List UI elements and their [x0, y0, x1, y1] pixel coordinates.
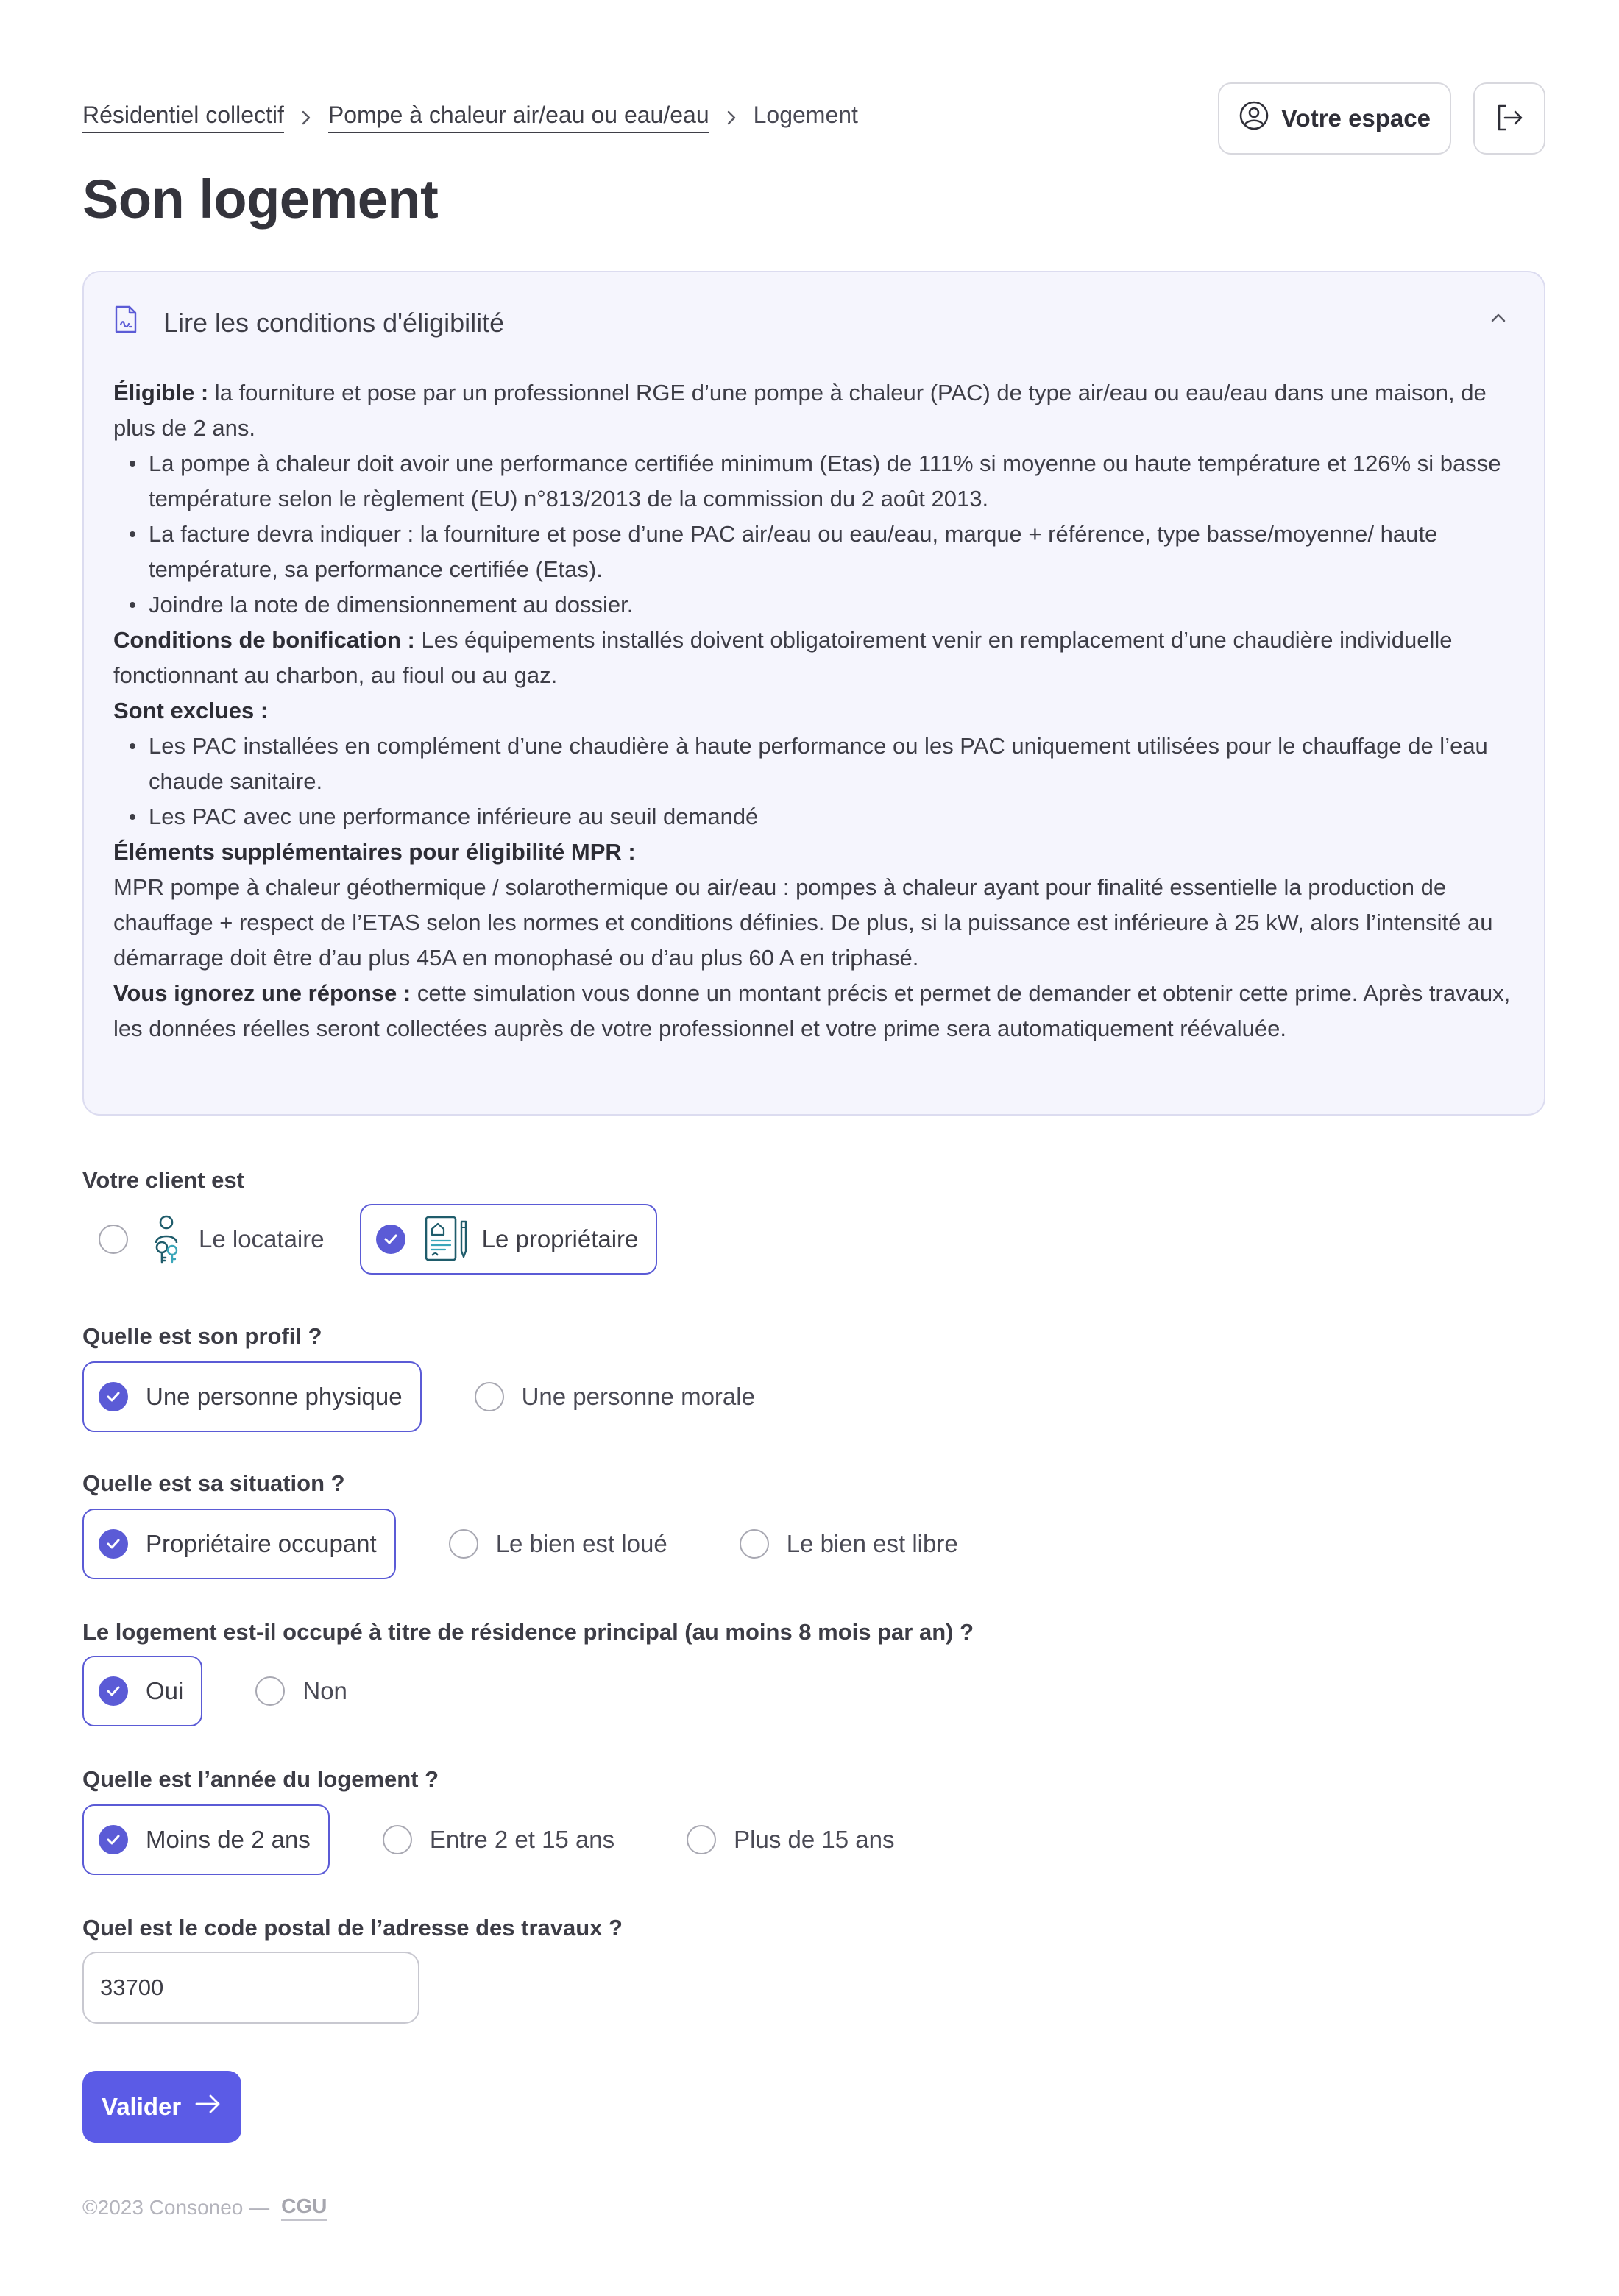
chevron-right-icon — [284, 109, 328, 127]
option-entre-2-15-ans[interactable] — [366, 1804, 634, 1875]
situation-options — [82, 1509, 993, 1579]
list-item: La facture devra indiquer : la fourniture et pose d’une PAC air/eau ou eau/eau, marque + référence, type basse/moyenne/ haute température, sa performance certifiée (Etas). — [113, 517, 1519, 587]
option-label: Le locataire — [199, 1225, 325, 1252]
document-icon — [113, 305, 138, 341]
option-label: Le bien est loué — [495, 1530, 667, 1557]
header-actions — [1218, 82, 1545, 155]
option-proprietaire[interactable] — [360, 1204, 658, 1275]
list-item: Les PAC avec une performance inférieure au seuil demandé — [113, 799, 1519, 835]
mpr-label: Éléments supplémentaires pour éligibilité MPR : — [113, 839, 636, 865]
cgu-link[interactable]: CGU — [281, 2194, 327, 2221]
accordion-body — [113, 375, 1519, 1046]
logout-button[interactable] — [1473, 82, 1545, 155]
option-label: Le bien est libre — [786, 1530, 958, 1557]
list-item: La pompe à chaleur doit avoir une performance certifiée minimum (Etas) de 111% si moyenne ou haute température et 126% si basse température selon le règlement (EU) n°813/2013 de la commission du 2 août 2013. — [113, 446, 1519, 517]
accordion-title: Lire les conditions d'éligibilité — [163, 307, 505, 338]
ignorez-label: Vous ignorez une réponse : — [113, 980, 411, 1006]
mpr-heading — [113, 835, 1519, 870]
accordion-header[interactable] — [113, 305, 504, 341]
logout-icon — [1493, 102, 1526, 136]
votre-espace-label: Votre espace — [1281, 104, 1431, 132]
list-item: Les PAC installées en complément d’une chaudière à haute performance ou les PAC uniquement utilisées pour le chauffage de l’eau chaude sanitaire. — [113, 729, 1519, 799]
chevron-right-icon — [709, 109, 754, 127]
radio-unchecked[interactable] — [449, 1529, 478, 1559]
valider-button[interactable] — [82, 2071, 241, 2143]
radio-checked-icon[interactable] — [99, 1529, 128, 1559]
valider-label: Valider — [102, 2093, 182, 2120]
option-moins-2-ans[interactable] — [82, 1804, 330, 1875]
option-label: Plus de 15 ans — [734, 1826, 895, 1853]
option-label: Le propriétaire — [481, 1225, 639, 1252]
option-label: Non — [302, 1677, 347, 1704]
option-bien-libre[interactable] — [723, 1509, 977, 1579]
option-label: Une personne morale — [521, 1383, 755, 1410]
eligible-text: la fourniture et pose par un professionnel RGE d’une pompe à chaleur (PAC) de type air/eau ou eau/eau dans une maison, de plus de 2 ans. — [113, 380, 1487, 441]
situation-question-label: Quelle est sa situation ? — [82, 1470, 345, 1496]
option-label: Une personne physique — [146, 1383, 403, 1410]
client-options — [82, 1204, 673, 1275]
radio-checked-icon[interactable] — [99, 1382, 128, 1411]
option-label: Moins de 2 ans — [146, 1826, 311, 1853]
radio-unchecked[interactable] — [255, 1676, 285, 1706]
bonification-label: Conditions de bonification : — [113, 627, 415, 653]
option-bien-loue[interactable] — [433, 1509, 687, 1579]
code-postal-question-label: Quel est le code postal de l’adresse des travaux ? — [82, 1915, 623, 1941]
eligible-paragraph — [113, 375, 1519, 446]
annee-question-label: Quelle est l’année du logement ? — [82, 1766, 439, 1792]
option-locataire[interactable] — [82, 1204, 344, 1275]
breadcrumb — [82, 102, 858, 133]
bonification-text: Les équipements installés doivent obligatoirement venir en remplacement d’une chaudière individuelle fonctionnant au charbon, au fioul ou au gaz. — [113, 627, 1453, 688]
option-non[interactable] — [239, 1656, 366, 1726]
ignorez-paragraph — [113, 976, 1519, 1046]
code-postal-input[interactable] — [82, 1952, 419, 2024]
exclues-label: Sont exclues : — [113, 698, 269, 723]
radio-unchecked[interactable] — [99, 1225, 128, 1254]
radio-unchecked[interactable] — [383, 1825, 412, 1854]
option-label: Propriétaire occupant — [146, 1530, 377, 1557]
exclues-list — [113, 729, 1519, 835]
eligible-label: Éligible : — [113, 380, 209, 405]
breadcrumb-link-pompe[interactable]: Pompe à chaleur air/eau ou eau/eau — [328, 102, 709, 133]
eligible-list — [113, 446, 1519, 623]
bonification-paragraph — [113, 623, 1519, 693]
mpr-text: MPR pompe à chaleur géothermique / solarothermique ou air/eau : pompes à chaleur ayant pour finalité essentielle la production de chauffage + respect de l’ETAS selon les normes et conditions définies. De plus, si la puissance est inférieure à 25 kW, alors l’intensité au démarrage doit être d’au plus 45A en monophasé ou d’au plus 60 A en triphasé. — [113, 874, 1493, 971]
breadcrumb-link-residentiel[interactable]: Résidentiel collectif — [82, 102, 284, 133]
radio-unchecked[interactable] — [475, 1382, 504, 1411]
radio-checked-icon[interactable] — [99, 1676, 128, 1706]
list-item: Joindre la note de dimensionnement au dossier. — [113, 587, 1519, 623]
eligibility-accordion — [82, 271, 1545, 1116]
profil-question-label: Quelle est son profil ? — [82, 1323, 322, 1349]
option-plus-15-ans[interactable] — [670, 1804, 913, 1875]
radio-checked-icon[interactable] — [376, 1225, 405, 1254]
exclues-heading — [113, 693, 1519, 729]
contract-document-icon — [423, 1214, 470, 1264]
residence-options — [82, 1656, 383, 1726]
annee-options — [82, 1804, 929, 1875]
footer — [82, 2194, 327, 2221]
option-proprietaire-occupant[interactable] — [82, 1509, 396, 1579]
residence-question-label: Le logement est-il occupé à titre de résidence principal (au moins 8 mois par an) ? — [82, 1619, 974, 1645]
option-personne-morale[interactable] — [458, 1361, 774, 1432]
option-personne-physique[interactable] — [82, 1361, 422, 1432]
option-oui[interactable] — [82, 1656, 202, 1726]
user-circle-icon — [1239, 100, 1269, 137]
profil-options — [82, 1361, 790, 1432]
breadcrumb-current: Logement — [753, 102, 858, 128]
option-label: Oui — [146, 1677, 184, 1704]
copyright-text: ©2023 Consoneo — — [82, 2196, 270, 2219]
ignorez-text: cette simulation vous donne un montant précis et permet de demander et obtenir cette prime. Après travaux, les données réelles seront collectées auprès de votre professionnel et votre prime sera automatiquement réévaluée. — [113, 980, 1511, 1041]
radio-unchecked[interactable] — [687, 1825, 716, 1854]
key-person-icon — [146, 1213, 187, 1265]
chevron-up-icon[interactable] — [1488, 311, 1509, 329]
client-question-label: Votre client est — [82, 1167, 244, 1193]
arrow-right-icon — [194, 2093, 222, 2121]
page-title: Son logement — [82, 169, 439, 230]
votre-espace-button[interactable] — [1218, 82, 1451, 155]
radio-checked-icon[interactable] — [99, 1825, 128, 1854]
option-label: Entre 2 et 15 ans — [429, 1826, 615, 1853]
radio-unchecked[interactable] — [740, 1529, 769, 1559]
